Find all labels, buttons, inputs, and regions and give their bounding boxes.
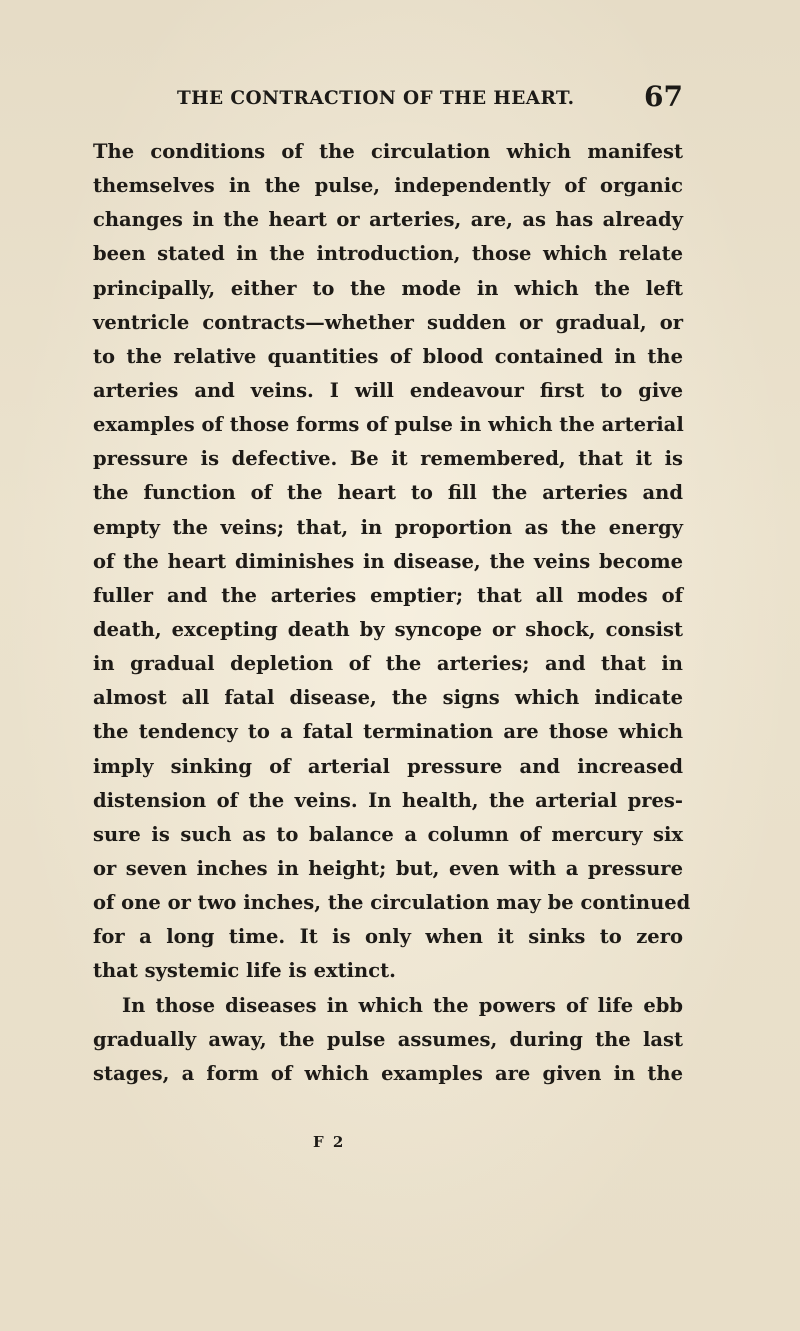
text-line: gradually away, the pulse assumes, during the last xyxy=(93,1027,683,1051)
text-line: themselves in the pulse, independently of organic xyxy=(93,174,683,198)
text-line: distension of the veins. In health, the arterial pres- xyxy=(93,788,683,812)
text-line: imply sinking of arterial pressure and increased xyxy=(93,754,683,778)
text-line: for a long time. It is only when it sinks to zero xyxy=(93,925,683,949)
signature-mark: F 2 xyxy=(313,1133,346,1151)
text-line: of one or two inches, the circulation may be continued xyxy=(93,891,691,915)
text-line: empty the veins; that, in proportion as the energy xyxy=(93,515,683,539)
text-line: examples of those forms of pulse in which the arterial xyxy=(93,413,684,437)
text-line: pressure is defective. Be it remembered, that it is xyxy=(93,447,683,471)
text-line: principally, either to the mode in which the left xyxy=(93,276,683,300)
text-line: The conditions of the circulation which manifest xyxy=(93,140,683,163)
page-header xyxy=(0,80,800,124)
text-line: fuller and the arteries emptier; that all modes of xyxy=(93,583,683,607)
text-line: to the relative quantities of blood contained in the xyxy=(93,344,683,368)
text-line: sure is such as to balance a column of mercury six xyxy=(93,822,683,846)
text-line: the tendency to a fatal termination are those which xyxy=(93,720,683,744)
text-line: been stated in the introduction, those which relate xyxy=(93,242,683,266)
text-line: the function of the heart to fill the arteries and xyxy=(93,481,683,505)
text-line: ventricle contracts—whether sudden or gradual, or xyxy=(93,310,683,334)
text-line: death, excepting death by syncope or shock, consist xyxy=(93,617,683,641)
text-line: or seven inches in height; but, even with a pressure xyxy=(93,856,683,880)
text-line: changes in the heart or arteries, are, as has already xyxy=(93,208,683,232)
text-line: stages, a form of which examples are given in the xyxy=(93,1061,683,1085)
text-line: in gradual depletion of the arteries; and that in xyxy=(93,652,683,676)
text-line: that systemic life is extinct. xyxy=(93,959,396,983)
text-line: In those diseases in which the powers of life ebb xyxy=(122,993,683,1017)
text-line: almost all fatal disease, the signs which indicate xyxy=(93,686,683,710)
running-title: THE CONTRACTION OF THE HEART. xyxy=(177,88,575,109)
text-line: of the heart diminishes in disease, the veins become xyxy=(93,549,683,573)
text-line: arteries and veins. I will endeavour first to give xyxy=(93,378,683,402)
page-number: 67 xyxy=(644,80,683,113)
body-text xyxy=(93,135,691,1091)
